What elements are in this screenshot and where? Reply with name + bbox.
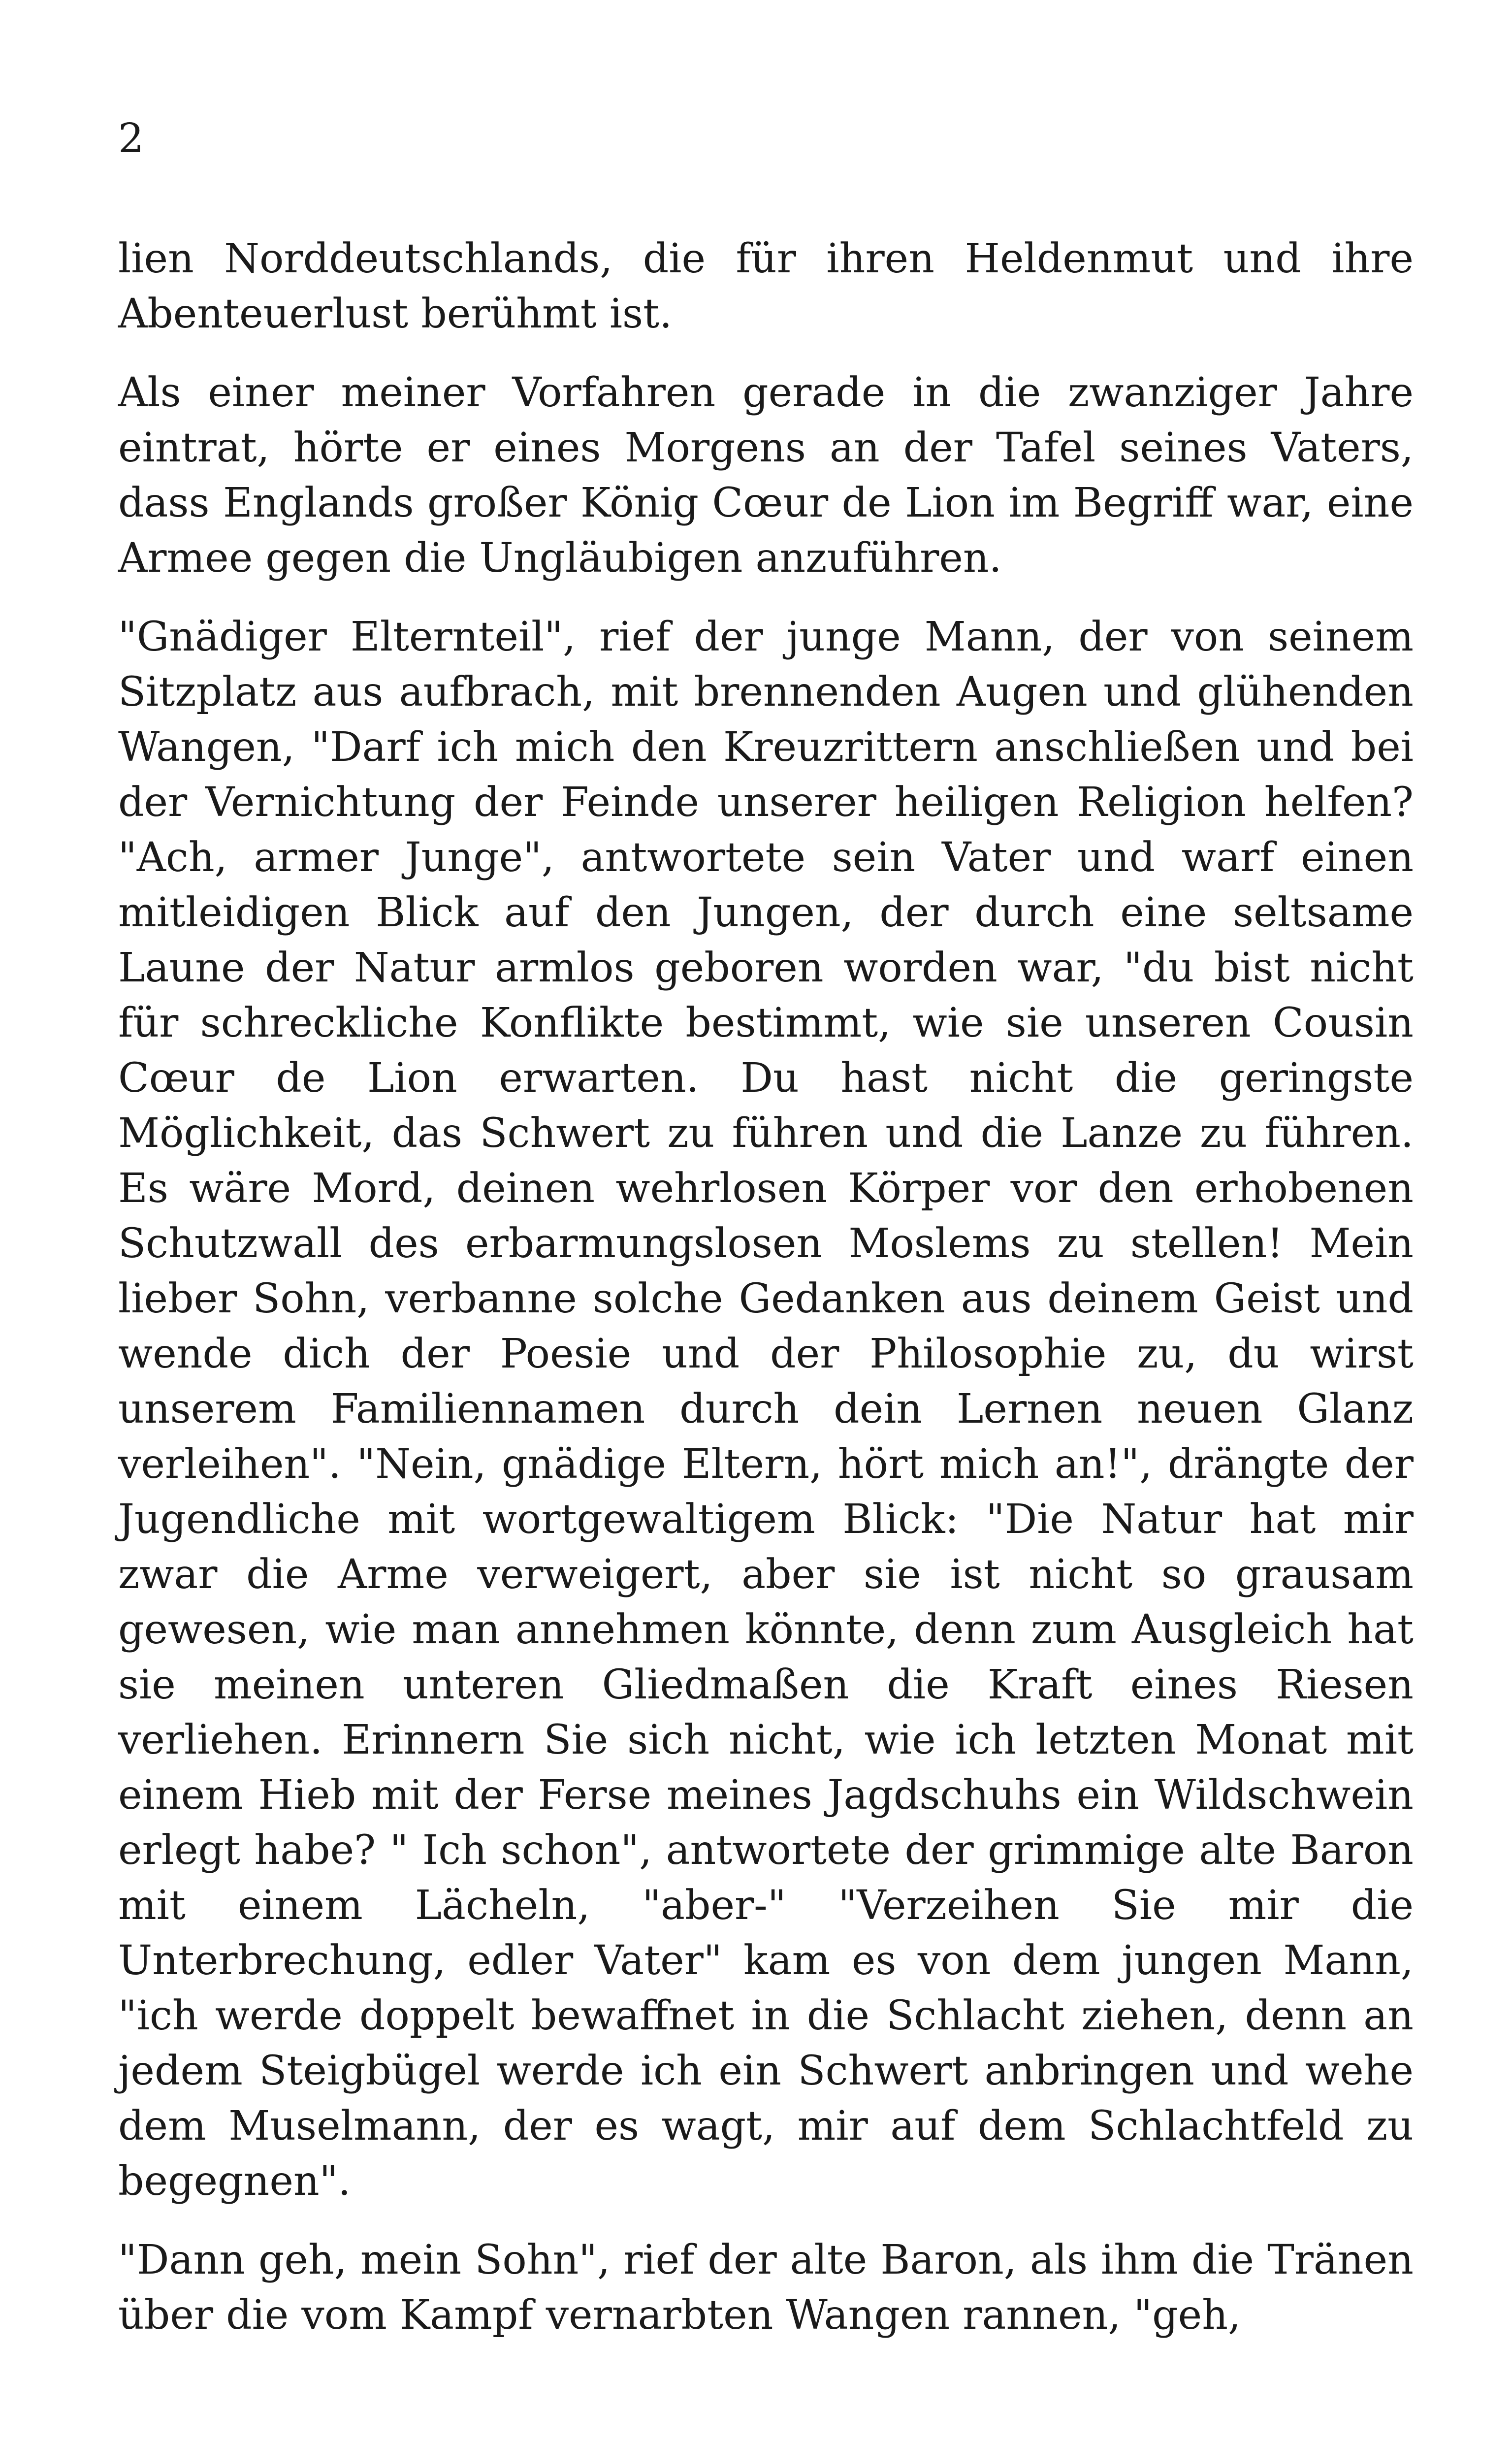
paragraph-3: "Gnädiger Elternteil", rief der junge Mann, der von seinem Sitzplatz aus aufbrach, mit brennenden Augen und glühenden Wangen, "Darf ich mich den Kreuzrittern anschließen und bei der Vernichtung der Feinde unserer heiligen Religion helfen? "Ach, armer Junge", antwortete sein Vater und warf einen mitleidigen Blick auf den Jungen, der durch eine seltsame Laune der Natur armlos geboren worden war, "du bist nicht für schreckliche Konflikte bestimmt, wie sie unseren Cousin Cœur de Lion erwarten. Du hast nicht die geringste Möglichkeit, das Schwert zu führen und die Lanze zu führen. Es wäre Mord, deinen wehrlosen Körper vor den erhobenen Schutzwall des erbarmungslosen Moslems zu stellen! Mein lieber Sohn, verbanne solche Gedanken aus deinem Geist und wende dich der Poesie und der Philosophie zu, du wirst unserem Familiennamen durch dein Lernen neuen Glanz verleihen". "Nein, gnädige Eltern, hört mich an!", drängte der Jugendliche mit wortgewaltigem Blick: "Die Natur hat mir zwar die Arme verweigert, aber sie ist nicht so grausam gewesen, wie man annehmen könnte, denn zum Ausgleich hat sie meinen unteren Gliedmaßen die Kraft eines Riesen verliehen. Erinnern Sie sich nicht, wie ich letzten Monat mit einem Hieb mit der Ferse meines Jagdschuhs ein Wildschwein erlegt habe? " Ich schon", antwortete der grimmige alte Baron mit einem Lächeln, "aber-" "Verzeihen Sie mir die Unterbrechung, edler Vater" kam es von dem jungen Mann, "ich werde doppelt bewaffnet in die Schlacht ziehen, denn an jedem Steigbügel werde ich ein Schwert anbringen und wehe dem Muselmann, der es wagt, mir auf dem Schlachtfeld zu begegnen".	[118, 614, 1414, 2205]
paragraph-4: "Dann geh, mein Sohn", rief der alte Baron, als ihm die Tränen über die vom Kampf vernarbten Wangen rannen, "geh,	[118, 2237, 1414, 2339]
page-body	[118, 231, 1414, 2367]
paragraph-2: Als einer meiner Vorfahren gerade in die zwanziger Jahre eintrat, hörte er eines Morgens an der Tafel seines Vaters, dass Englands großer König Cœur de Lion im Begriff war, eine Armee gegen die Ungläubigen anzuführen.	[118, 369, 1414, 582]
page-number: 2	[118, 115, 144, 162]
paragraph-1: lien Norddeutschlands, die für ihren Heldenmut und ihre Abenteuerlust berühmt ist.	[118, 235, 1414, 337]
